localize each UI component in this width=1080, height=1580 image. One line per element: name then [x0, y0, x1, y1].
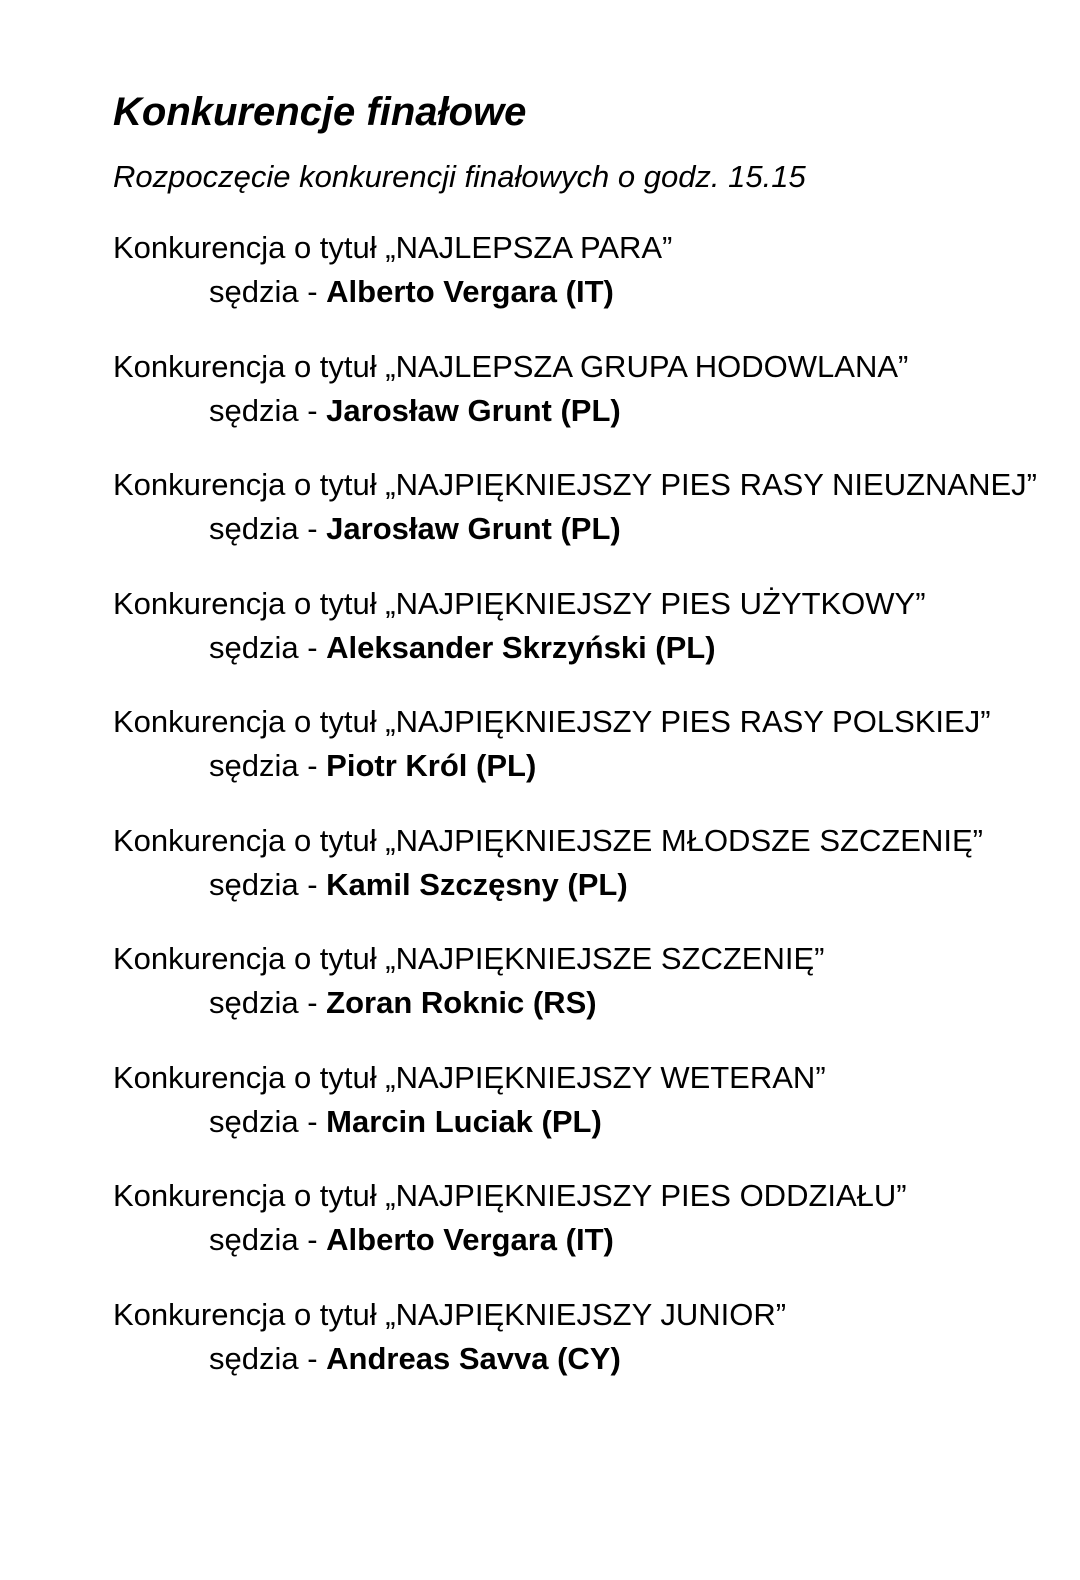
judge-prefix: sędzia -: [209, 511, 327, 546]
competition-line: [113, 582, 1073, 626]
competition-item: [113, 1056, 1073, 1175]
competition-item: [113, 226, 1073, 345]
judge-name: Marcin Luciak (PL): [326, 1103, 602, 1139]
competition-item: [113, 463, 1073, 582]
competition-title: „NAJPIĘKNIEJSZY PIES ODDZIAŁU”: [385, 1178, 907, 1213]
competition-prefix: Konkurencja o tytuł: [113, 1178, 386, 1213]
competition-title: „NAJPIĘKNIEJSZY JUNIOR”: [385, 1296, 787, 1332]
competition-line: [113, 1174, 1073, 1218]
judge-prefix: sędzia -: [209, 274, 327, 309]
page-subtitle: Rozpoczęcie konkurencji finałowych o godz. 15.15: [113, 159, 806, 194]
competition-line: [113, 1293, 1073, 1337]
competition-prefix: Konkurencja o tytuł: [113, 348, 386, 384]
competition-line: [113, 819, 1073, 863]
judge-line: [113, 863, 1073, 907]
judge-prefix: sędzia -: [209, 1103, 327, 1139]
competition-line: [113, 345, 1073, 389]
competition-prefix: Konkurencja o tytuł: [113, 1296, 386, 1332]
competition-line: [113, 226, 1073, 270]
judge-name: Aleksander Skrzyński (PL): [326, 629, 716, 665]
judge-name: Alberto Vergara (IT): [326, 274, 614, 309]
judge-name: Piotr Król (PL): [326, 748, 537, 783]
judge-prefix: sędzia -: [209, 866, 327, 902]
competition-list: [113, 226, 1073, 1411]
competition-item: [113, 345, 1073, 464]
competition-prefix: Konkurencja o tytuł: [113, 941, 386, 976]
competition-prefix: Konkurencja o tytuł: [113, 822, 386, 858]
judge-line: [113, 1100, 1073, 1144]
competition-title: „NAJPIĘKNIEJSZY PIES UŻYTKOWY”: [385, 585, 926, 621]
judge-line: [113, 981, 1073, 1025]
competition-item: [113, 582, 1073, 701]
competition-line: [113, 700, 1073, 744]
competition-line: [113, 937, 1073, 981]
judge-prefix: sędzia -: [209, 1222, 327, 1257]
judge-line: [113, 507, 1073, 551]
judge-name: Kamil Szczęsny (PL): [326, 866, 628, 902]
judge-line: [113, 744, 1073, 788]
judge-line: [113, 270, 1073, 314]
competition-prefix: Konkurencja o tytuł: [113, 467, 386, 502]
competition-prefix: Konkurencja o tytuł: [113, 1059, 386, 1095]
page-title: Konkurencje finałowe: [113, 90, 527, 134]
competition-item: [113, 700, 1073, 819]
judge-line: [113, 389, 1073, 433]
judge-line: [113, 626, 1073, 670]
competition-item: [113, 819, 1073, 938]
competition-line: [113, 463, 1073, 507]
competition-item: [113, 1293, 1073, 1412]
judge-prefix: sędzia -: [209, 392, 327, 428]
judge-line: [113, 1337, 1073, 1381]
judge-prefix: sędzia -: [209, 985, 327, 1020]
competition-title: „NAJPIĘKNIEJSZE MŁODSZE SZCZENIĘ”: [385, 822, 983, 858]
judge-name: Jarosław Grunt (PL): [326, 392, 621, 428]
competition-prefix: Konkurencja o tytuł: [113, 704, 386, 739]
competition-title: „NAJPIĘKNIEJSZY WETERAN”: [385, 1059, 826, 1095]
competition-title: „NAJLEPSZA PARA”: [385, 230, 673, 265]
competition-title: „NAJPIĘKNIEJSZY PIES RASY POLSKIEJ”: [385, 704, 991, 739]
judge-name: Alberto Vergara (IT): [326, 1222, 614, 1257]
competition-title: „NAJPIĘKNIEJSZY PIES RASY NIEUZNANEJ”: [385, 467, 1037, 502]
judge-name: Zoran Roknic (RS): [326, 985, 597, 1020]
judge-prefix: sędzia -: [209, 1340, 327, 1376]
judge-line: [113, 1218, 1073, 1262]
competition-line: [113, 1056, 1073, 1100]
competition-title: „NAJLEPSZA GRUPA HODOWLANA”: [385, 348, 909, 384]
competition-item: [113, 1174, 1073, 1293]
judge-prefix: sędzia -: [209, 629, 327, 665]
judge-name: Andreas Savva (CY): [326, 1340, 621, 1376]
competition-item: [113, 937, 1073, 1056]
judge-name: Jarosław Grunt (PL): [326, 511, 621, 546]
judge-prefix: sędzia -: [209, 748, 327, 783]
competition-prefix: Konkurencja o tytuł: [113, 230, 386, 265]
competition-prefix: Konkurencja o tytuł: [113, 585, 386, 621]
competition-title: „NAJPIĘKNIEJSZE SZCZENIĘ”: [385, 941, 825, 976]
